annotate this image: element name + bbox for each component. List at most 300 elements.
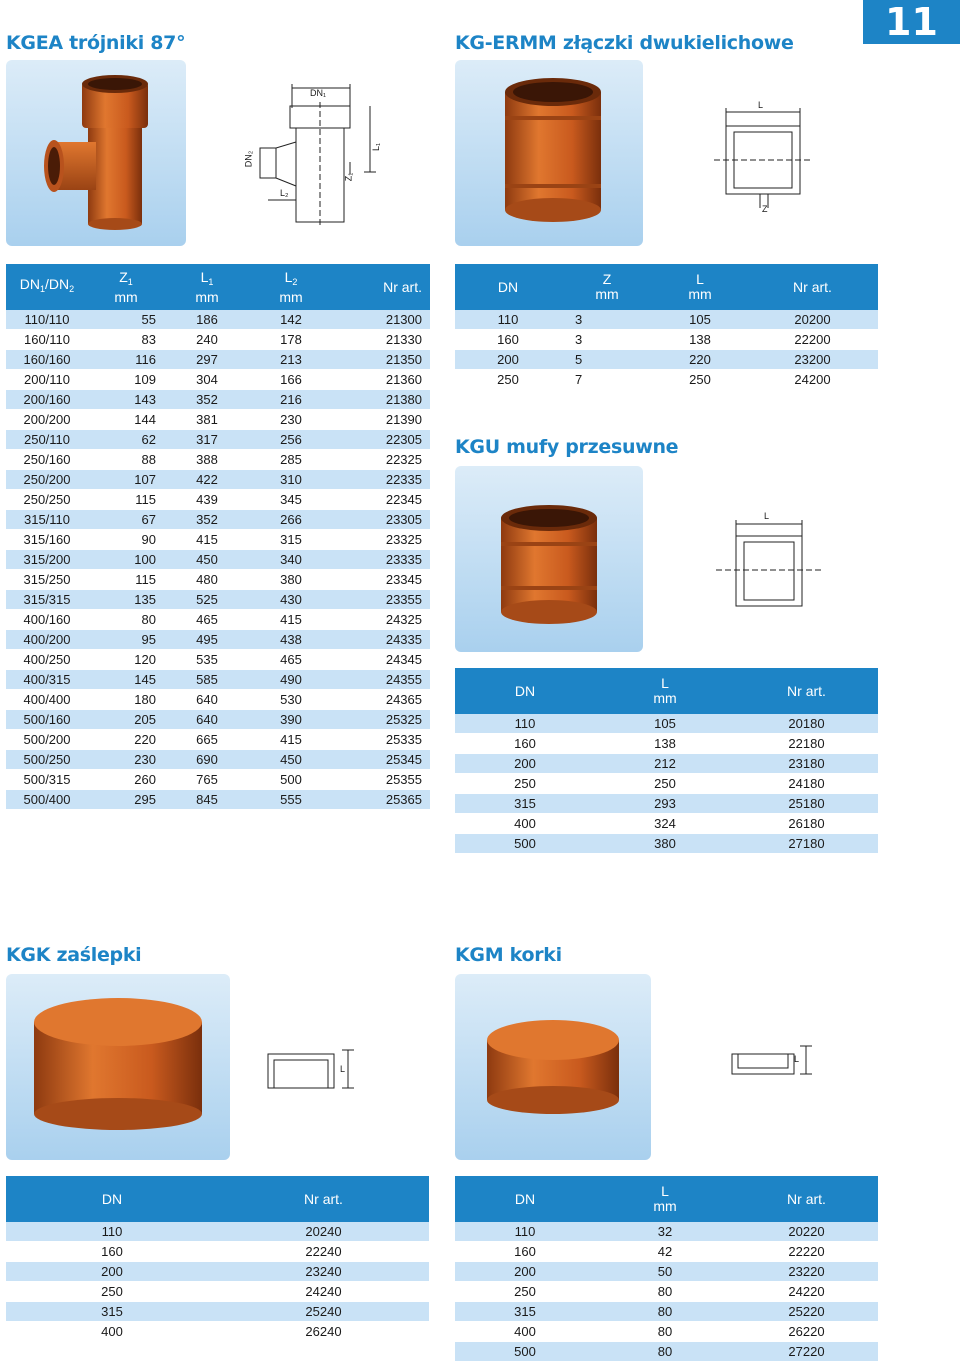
table-row <box>6 410 430 430</box>
table-row <box>455 330 878 350</box>
table-row <box>455 370 878 390</box>
table-cell: 100 <box>88 550 164 570</box>
table-cell: 250/200 <box>6 470 88 490</box>
table-cell: 160/110 <box>6 330 88 350</box>
table-cell: 400/315 <box>6 670 88 690</box>
table-cell: 380 <box>595 834 735 854</box>
table-cell: 135 <box>88 590 164 610</box>
table-cell: 20240 <box>218 1222 429 1242</box>
header-l: L mm <box>595 668 735 714</box>
table-cell: 295 <box>88 790 164 810</box>
table-row <box>6 730 430 750</box>
table-cell: 381 <box>164 410 250 430</box>
kgea-table-body <box>6 310 430 810</box>
table-cell: 42 <box>595 1242 735 1262</box>
header-dn: DN <box>455 1176 595 1222</box>
kgk-table-body <box>6 1222 429 1342</box>
table-row <box>6 1302 429 1322</box>
table-row <box>455 1262 878 1282</box>
table-cell: 315 <box>6 1302 218 1322</box>
table-cell: 80 <box>88 610 164 630</box>
drawing-label-l: L <box>794 1054 800 1064</box>
tee-fitting-image <box>6 60 186 246</box>
table-row <box>6 390 430 410</box>
table-cell: 22325 <box>332 450 430 470</box>
table-cell: 250/250 <box>6 490 88 510</box>
table-cell: 80 <box>595 1282 735 1302</box>
table-cell: 315 <box>250 530 332 550</box>
header-nr-art: Nr art. <box>735 1176 878 1222</box>
table-cell: 250/110 <box>6 430 88 450</box>
drawing-label-l2: L₂ <box>280 188 289 198</box>
kgea-technical-drawing <box>230 82 390 230</box>
table-cell: 21350 <box>332 350 430 370</box>
table-cell: 230 <box>88 750 164 770</box>
table-cell: 400/250 <box>6 650 88 670</box>
table-cell: 25365 <box>332 790 430 810</box>
table-cell: 142 <box>250 310 332 330</box>
table-row <box>455 774 878 794</box>
header-dn: $DN_1/DN_2$ <box>6 264 88 310</box>
table-cell: 315/200 <box>6 550 88 570</box>
table-cell: 27220 <box>735 1342 878 1362</box>
table-cell: 145 <box>88 670 164 690</box>
table-cell: 256 <box>250 430 332 450</box>
table-cell: 24325 <box>332 610 430 630</box>
table-cell: 24240 <box>218 1282 429 1302</box>
table-cell: 67 <box>88 510 164 530</box>
table-cell: 23240 <box>218 1262 429 1282</box>
kgermm-title: KG-ERMM złączki dwukielichowe <box>455 32 794 54</box>
table-cell: 315/315 <box>6 590 88 610</box>
table-cell: 250 <box>6 1282 218 1302</box>
table-cell: 160 <box>455 330 561 350</box>
table-cell: 160 <box>6 1242 218 1262</box>
table-cell: 186 <box>164 310 250 330</box>
table-cell: 23180 <box>735 754 878 774</box>
table-cell: 110 <box>455 714 595 734</box>
table-cell: 500/400 <box>6 790 88 810</box>
table-cell: 205 <box>88 710 164 730</box>
table-cell: 180 <box>88 690 164 710</box>
table-cell: 430 <box>250 590 332 610</box>
table-row <box>455 714 878 734</box>
table-cell: 500 <box>455 1342 595 1362</box>
table-cell: 340 <box>250 550 332 570</box>
table-cell: 107 <box>88 470 164 490</box>
table-cell: 293 <box>595 794 735 814</box>
table-row <box>6 370 430 390</box>
table-cell: 315/110 <box>6 510 88 530</box>
table-row <box>6 490 430 510</box>
table-cell: 25355 <box>332 770 430 790</box>
kgm-product-photo <box>455 974 651 1160</box>
table-header <box>6 264 430 310</box>
drawing-label-dn2: DN₂ <box>243 150 254 168</box>
table-cell: 25240 <box>218 1302 429 1322</box>
table-row <box>6 470 430 490</box>
table-row <box>6 750 430 770</box>
table-row <box>6 450 430 470</box>
table-cell: 380 <box>250 570 332 590</box>
table-row <box>6 550 430 570</box>
table-cell: 80 <box>595 1322 735 1342</box>
kgu-table-body <box>455 714 878 854</box>
drawing-label-l: L <box>764 511 770 521</box>
table-cell: 26180 <box>735 814 878 834</box>
kgu-product-photo <box>455 466 643 652</box>
table-cell: 324 <box>595 814 735 834</box>
table-cell: 400 <box>455 1322 595 1342</box>
table-cell: 27180 <box>735 834 878 854</box>
table-cell: 115 <box>88 570 164 590</box>
table-row <box>6 1222 429 1242</box>
table-cell: 83 <box>88 330 164 350</box>
table-cell: 415 <box>164 530 250 550</box>
table-cell: 24200 <box>747 370 878 390</box>
drawing-label-l: L <box>340 1064 346 1074</box>
kgm-table-body <box>455 1222 878 1362</box>
table-cell: 25335 <box>332 730 430 750</box>
table-cell: 116 <box>88 350 164 370</box>
table-cell: 25180 <box>735 794 878 814</box>
table-cell: 24335 <box>332 630 430 650</box>
end-cap-image <box>6 974 230 1160</box>
table-cell: 665 <box>164 730 250 750</box>
table-row <box>6 310 430 330</box>
table-cell: 120 <box>88 650 164 670</box>
table-row <box>455 350 878 370</box>
table-cell: 250 <box>455 774 595 794</box>
table-row <box>455 310 878 330</box>
table-cell: 25325 <box>332 710 430 730</box>
kgk-product-photo <box>6 974 230 1160</box>
header-nr-art: Nr art. <box>735 668 878 714</box>
table-cell: 25345 <box>332 750 430 770</box>
table-row <box>455 1242 878 1262</box>
table-cell: 22345 <box>332 490 430 510</box>
table-cell: 450 <box>250 750 332 770</box>
table-cell: 500 <box>455 834 595 854</box>
header-nr-art: Nr art. <box>332 264 430 310</box>
table-cell: 3 <box>561 310 653 330</box>
kgm-technical-drawing <box>726 1036 826 1098</box>
table-row <box>6 630 430 650</box>
table-cell: 62 <box>88 430 164 450</box>
table-cell: 495 <box>164 630 250 650</box>
header-nr-art: Nr art. <box>747 264 878 310</box>
table-cell: 450 <box>164 550 250 570</box>
header-l2: $L_2$ mm <box>250 264 332 310</box>
drawing-label-dn1: DN₁ <box>310 88 327 98</box>
sliding-socket-image <box>455 466 643 652</box>
table-row <box>6 350 430 370</box>
table-cell: 415 <box>250 610 332 630</box>
kgu-table <box>455 668 878 854</box>
table-cell: 21300 <box>332 310 430 330</box>
table-cell: 55 <box>88 310 164 330</box>
table-cell: 315 <box>455 794 595 814</box>
table-cell: 390 <box>250 710 332 730</box>
table-row <box>6 510 430 530</box>
table-cell: 110 <box>6 1222 218 1242</box>
table-cell: 3 <box>561 330 653 350</box>
table-cell: 23335 <box>332 550 430 570</box>
table-cell: 250 <box>653 370 747 390</box>
table-cell: 640 <box>164 690 250 710</box>
header-z: Z mm <box>561 264 653 310</box>
table-cell: 20200 <box>747 310 878 330</box>
table-cell: 465 <box>164 610 250 630</box>
table-row <box>6 590 430 610</box>
table-cell: 200 <box>6 1262 218 1282</box>
table-cell: 24365 <box>332 690 430 710</box>
table-row <box>455 1302 878 1322</box>
table-cell: 20220 <box>735 1222 878 1242</box>
table-cell: 26220 <box>735 1322 878 1342</box>
table-row <box>6 710 430 730</box>
table-cell: 765 <box>164 770 250 790</box>
table-cell: 250 <box>455 1282 595 1302</box>
kgk-technical-drawing <box>262 1036 362 1098</box>
table-header <box>455 1176 878 1222</box>
table-cell: 422 <box>164 470 250 490</box>
table-cell: 690 <box>164 750 250 770</box>
table-cell: 240 <box>164 330 250 350</box>
table-row <box>6 610 430 630</box>
kgermm-product-photo <box>455 60 643 246</box>
table-cell: 32 <box>595 1222 735 1242</box>
kgea-table <box>6 264 430 810</box>
table-cell: 352 <box>164 390 250 410</box>
table-cell: 80 <box>595 1342 735 1362</box>
table-cell: 143 <box>88 390 164 410</box>
table-header <box>455 668 878 714</box>
table-cell: 500/250 <box>6 750 88 770</box>
table-cell: 21360 <box>332 370 430 390</box>
table-cell: 285 <box>250 450 332 470</box>
table-cell: 388 <box>164 450 250 470</box>
table-cell: 200 <box>455 1262 595 1282</box>
drawing-label-z1: Z₁ <box>343 172 354 182</box>
table-cell: 90 <box>88 530 164 550</box>
table-cell: 138 <box>653 330 747 350</box>
drawing-label-l: L <box>758 100 764 110</box>
kgermm-table-body <box>455 310 878 390</box>
table-cell: 216 <box>250 390 332 410</box>
table-cell: 304 <box>164 370 250 390</box>
table-cell: 400 <box>455 814 595 834</box>
table-cell: 22200 <box>747 330 878 350</box>
table-cell: 500/200 <box>6 730 88 750</box>
table-cell: 297 <box>164 350 250 370</box>
kgermm-table <box>455 264 878 390</box>
table-cell: 160 <box>455 1242 595 1262</box>
table-row <box>6 1242 429 1262</box>
header-l: L mm <box>595 1176 735 1222</box>
table-cell: 439 <box>164 490 250 510</box>
table-cell: 160/160 <box>6 350 88 370</box>
table-cell: 500/160 <box>6 710 88 730</box>
table-cell: 213 <box>250 350 332 370</box>
table-cell: 26240 <box>218 1322 429 1342</box>
header-l: L mm <box>653 264 747 310</box>
table-cell: 352 <box>164 510 250 530</box>
table-cell: 317 <box>164 430 250 450</box>
table-cell: 178 <box>250 330 332 350</box>
table-row <box>455 1342 878 1362</box>
table-row <box>455 1282 878 1302</box>
kgu-title: KGU mufy przesuwne <box>455 436 679 458</box>
table-cell: 212 <box>595 754 735 774</box>
table-cell: 23200 <box>747 350 878 370</box>
table-cell: 22180 <box>735 734 878 754</box>
table-cell: 585 <box>164 670 250 690</box>
table-cell: 105 <box>595 714 735 734</box>
table-cell: 200/110 <box>6 370 88 390</box>
kgm-table <box>455 1176 878 1362</box>
table-cell: 315/160 <box>6 530 88 550</box>
table-cell: 438 <box>250 630 332 650</box>
table-cell: 21380 <box>332 390 430 410</box>
table-cell: 23305 <box>332 510 430 530</box>
double-socket-coupling-image <box>455 60 643 246</box>
kgea-product-photo <box>6 60 186 246</box>
table-cell: 24355 <box>332 670 430 690</box>
table-row <box>6 430 430 450</box>
table-cell: 105 <box>653 310 747 330</box>
page-number-tab: 11 <box>863 0 960 44</box>
table-row <box>6 670 430 690</box>
header-z1: $Z_1$ mm <box>88 264 164 310</box>
header-dn: DN <box>455 264 561 310</box>
table-cell: 24345 <box>332 650 430 670</box>
kgk-title: KGK zaślepki <box>6 944 142 966</box>
table-row <box>455 1222 878 1242</box>
table-cell: 110 <box>455 1222 595 1242</box>
table-cell: 400/200 <box>6 630 88 650</box>
table-row <box>455 814 878 834</box>
table-cell: 110/110 <box>6 310 88 330</box>
table-cell: 144 <box>88 410 164 430</box>
table-row <box>455 754 878 774</box>
table-cell: 480 <box>164 570 250 590</box>
table-cell: 315 <box>455 1302 595 1322</box>
table-cell: 200 <box>455 754 595 774</box>
table-cell: 20180 <box>735 714 878 734</box>
table-cell: 490 <box>250 670 332 690</box>
header-nr-art: Nr art. <box>218 1176 429 1222</box>
table-row <box>6 330 430 350</box>
table-cell: 555 <box>250 790 332 810</box>
kgermm-technical-drawing <box>708 96 818 214</box>
table-row <box>6 1322 429 1342</box>
table-cell: 640 <box>164 710 250 730</box>
table-cell: 115 <box>88 490 164 510</box>
table-cell: 310 <box>250 470 332 490</box>
header-dn: DN <box>455 668 595 714</box>
table-row <box>6 570 430 590</box>
table-cell: 22220 <box>735 1242 878 1262</box>
table-cell: 110 <box>455 310 561 330</box>
table-cell: 166 <box>250 370 332 390</box>
header-dn: DN <box>6 1176 218 1222</box>
table-row <box>6 770 430 790</box>
table-cell: 23220 <box>735 1262 878 1282</box>
table-row <box>6 1262 429 1282</box>
table-cell: 200 <box>455 350 561 370</box>
table-cell: 260 <box>88 770 164 790</box>
table-cell: 22305 <box>332 430 430 450</box>
table-cell: 25220 <box>735 1302 878 1322</box>
table-cell: 266 <box>250 510 332 530</box>
table-cell: 22240 <box>218 1242 429 1262</box>
table-cell: 415 <box>250 730 332 750</box>
table-cell: 109 <box>88 370 164 390</box>
drawing-label-l1: L₁ <box>371 142 382 152</box>
table-cell: 24180 <box>735 774 878 794</box>
table-header <box>6 1176 429 1222</box>
table-row <box>455 1322 878 1342</box>
table-cell: 23355 <box>332 590 430 610</box>
table-cell: 95 <box>88 630 164 650</box>
table-cell: 250 <box>455 370 561 390</box>
kgea-title: KGEA trójniki 87° <box>6 32 186 54</box>
table-row <box>6 690 430 710</box>
table-cell: 400/160 <box>6 610 88 630</box>
table-cell: 345 <box>250 490 332 510</box>
table-cell: 525 <box>164 590 250 610</box>
table-cell: 200/200 <box>6 410 88 430</box>
table-cell: 400 <box>6 1322 218 1342</box>
header-l1: $L_1$ mm <box>164 264 250 310</box>
table-cell: 250 <box>595 774 735 794</box>
table-cell: 250/160 <box>6 450 88 470</box>
table-cell: 500/315 <box>6 770 88 790</box>
table-row <box>455 734 878 754</box>
table-cell: 23345 <box>332 570 430 590</box>
kgk-table <box>6 1176 429 1342</box>
table-row <box>6 530 430 550</box>
plug-image <box>455 974 651 1160</box>
kgu-technical-drawing <box>716 510 822 620</box>
table-cell: 315/250 <box>6 570 88 590</box>
table-cell: 88 <box>88 450 164 470</box>
table-cell: 500 <box>250 770 332 790</box>
table-row <box>6 790 430 810</box>
table-cell: 160 <box>455 734 595 754</box>
table-cell: 5 <box>561 350 653 370</box>
table-cell: 400/400 <box>6 690 88 710</box>
table-row <box>6 650 430 670</box>
table-cell: 50 <box>595 1262 735 1282</box>
table-cell: 21390 <box>332 410 430 430</box>
table-cell: 7 <box>561 370 653 390</box>
table-cell: 200/160 <box>6 390 88 410</box>
table-row <box>6 1282 429 1302</box>
table-cell: 220 <box>653 350 747 370</box>
table-cell: 535 <box>164 650 250 670</box>
table-cell: 530 <box>250 690 332 710</box>
table-cell: 21330 <box>332 330 430 350</box>
drawing-label-z: Z <box>762 204 768 214</box>
table-cell: 465 <box>250 650 332 670</box>
table-cell: 220 <box>88 730 164 750</box>
table-cell: 138 <box>595 734 735 754</box>
table-cell: 80 <box>595 1302 735 1322</box>
table-cell: 24220 <box>735 1282 878 1302</box>
table-cell: 22335 <box>332 470 430 490</box>
